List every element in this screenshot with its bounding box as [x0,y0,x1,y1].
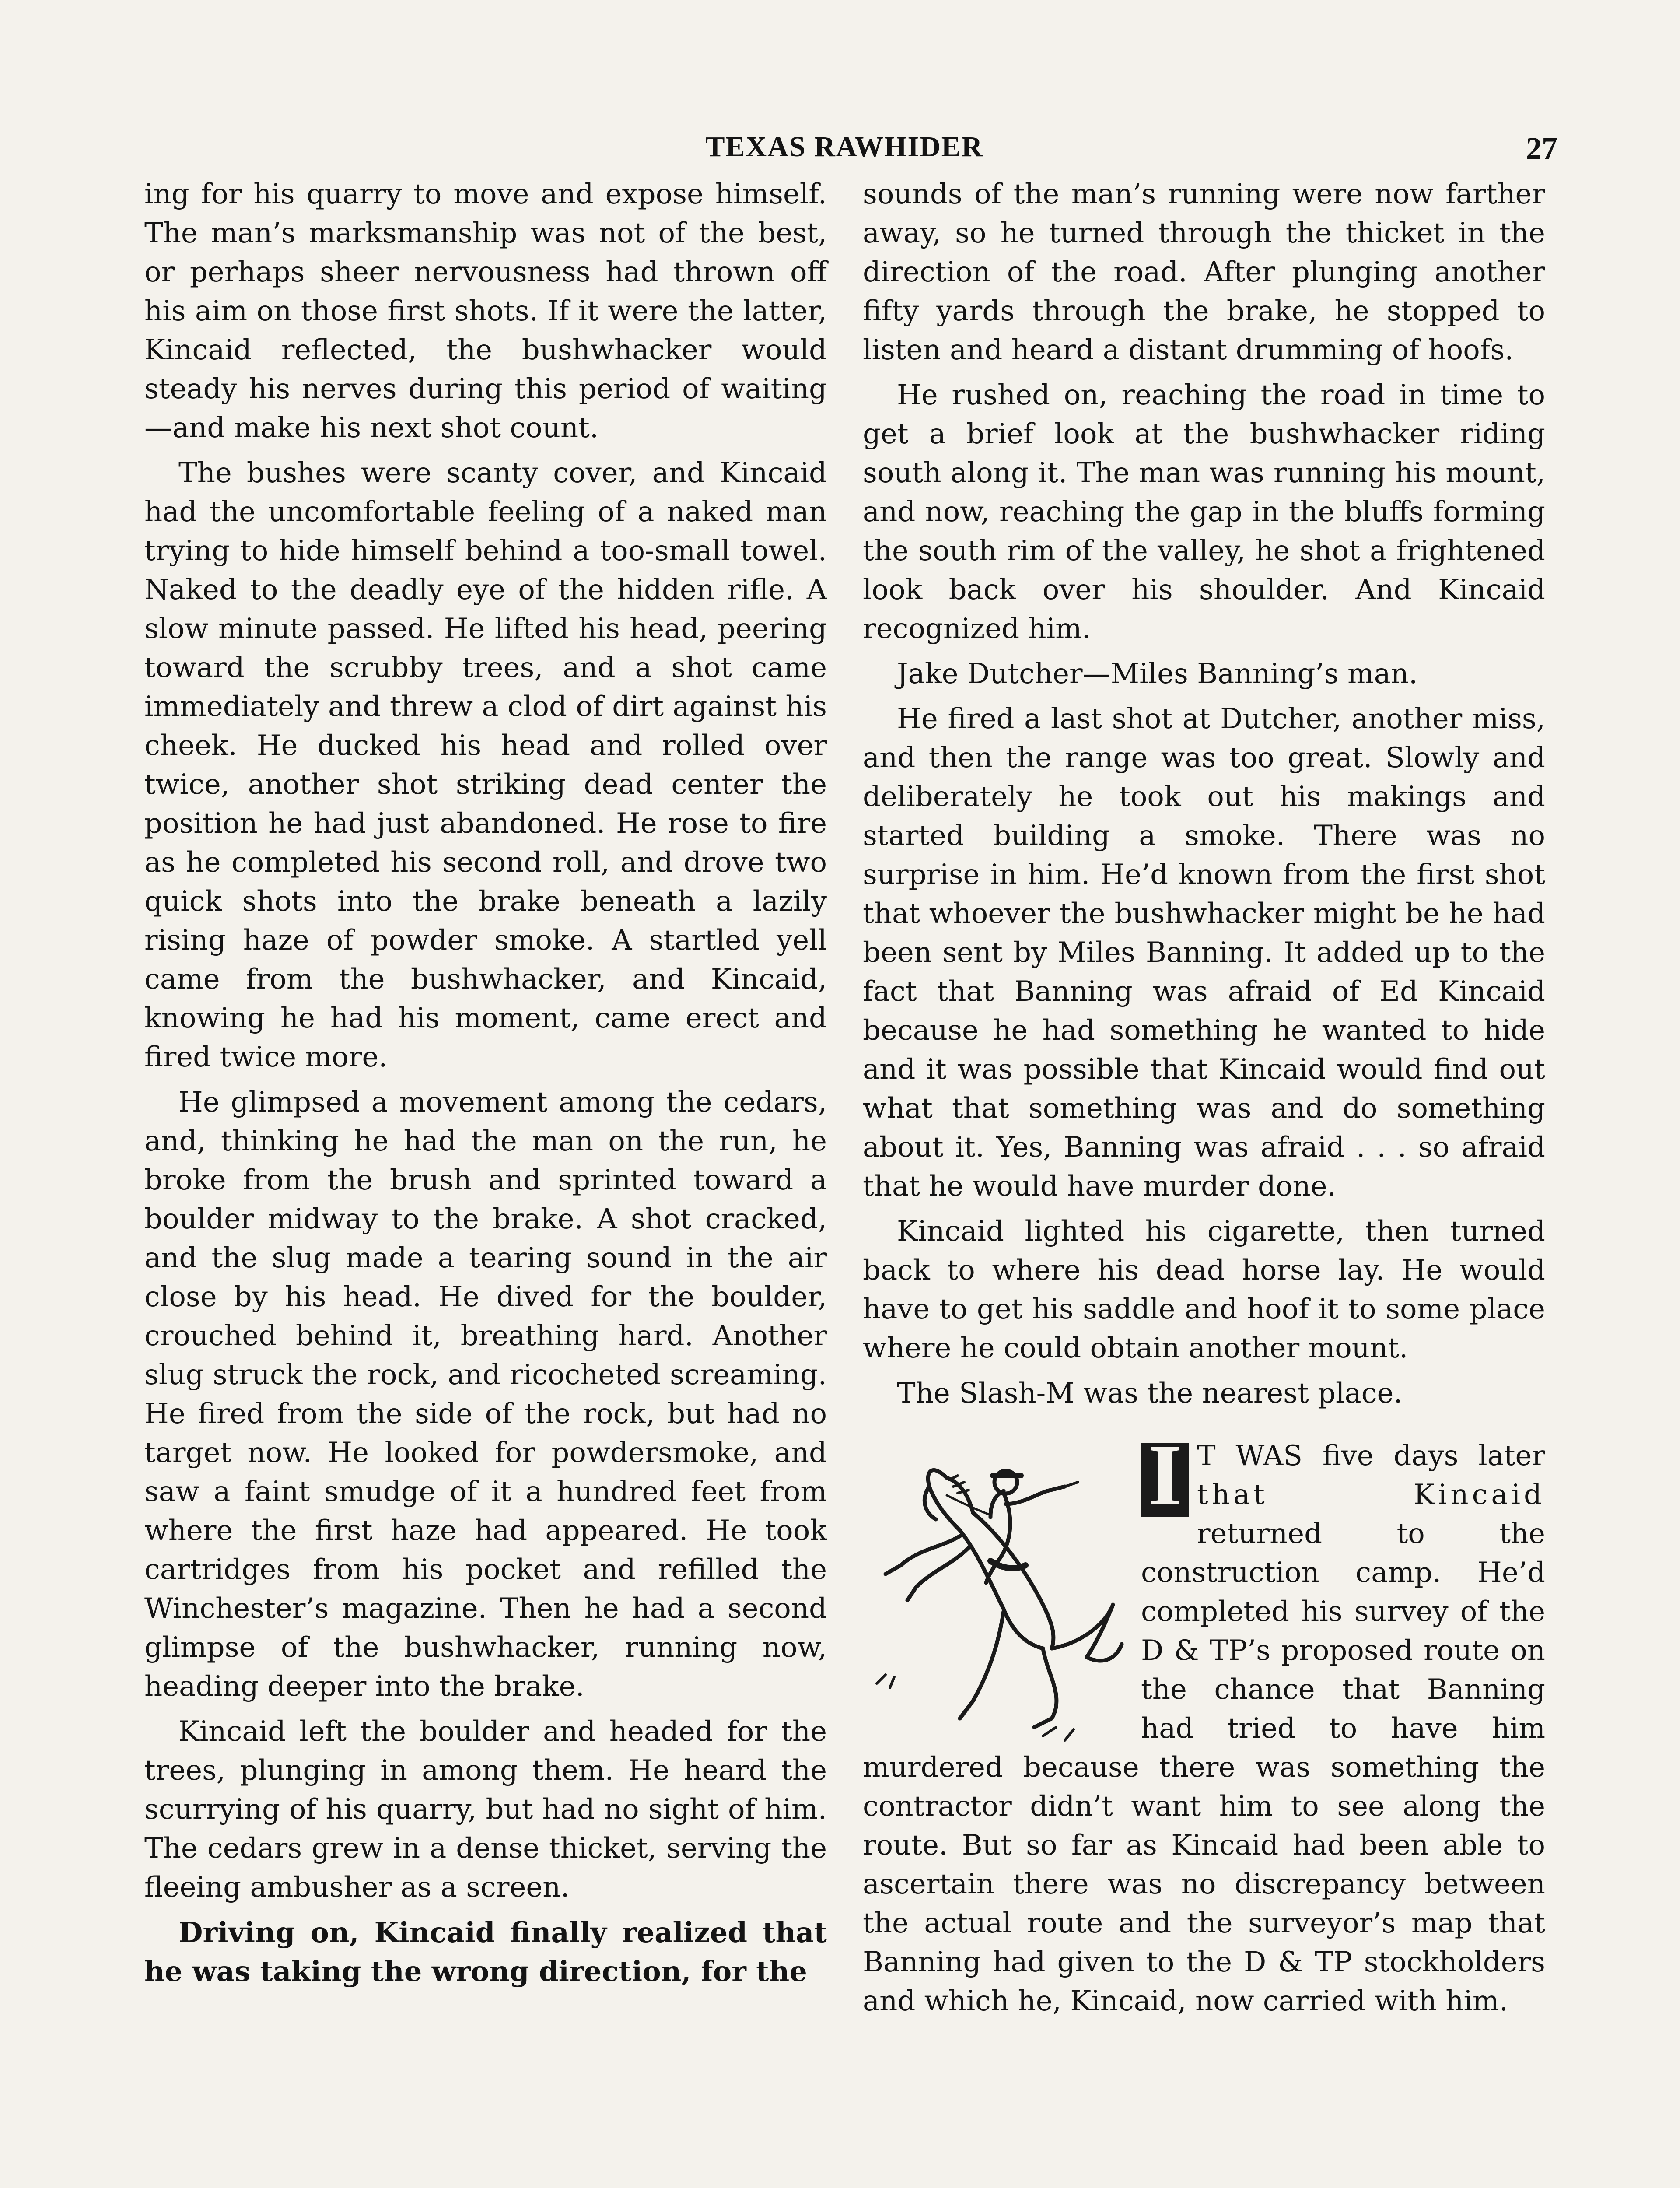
section-text: returned to the construction camp. He’d completed his survey of the D & TP’s proposed route on the chance that Banning had tried to have him murdered because there was something the contractor didn’t want him to see along the route. But so far as Kincaid had been able to ascertain there was no discrepancy between the actual route and the surveyor’s map that Banning had given to the D & TP stockholders and which he, Kincaid, now carried with him. [863,1518,1545,2017]
paragraph: The bushes were scanty cover, and Kincaid had the uncomfortable feeling of a naked man trying to hide himself behind a too-small towel. Naked to the deadly eye of the hidden rifle. A slow minute passed. He lifted his head, peering toward the scrubby trees, and a shot came immediately and threw a clod of dirt against his cheek. He ducked his head and rolled over twice, another shot striking dead center the position he had just abandoned. He rose to fire as he completed his second roll, and drove two quick shots into the brake beneath a lazily rising haze of powder smoke. A startled yell came from the bushwhacker, and Kincaid, knowing he had his moment, came erect and fired twice more. [144,457,827,1073]
lead-in: T WAS five days later [1197,1440,1545,1472]
paragraph: The Slash-M was the nearest place. [897,1377,1403,1410]
spaced-phrase: that Kincaid [1197,1479,1545,1511]
paragraph: Kincaid lighted his cigarette, then turned back to where his dead horse lay. He would have to get his saddle and hoof it to some place where he could obtain another mount. [863,1215,1545,1364]
paragraph: Driving on, Kincaid finally realized that he was taking the wrong direction, for the [144,1916,827,1988]
drop-cap: I [1141,1443,1189,1517]
paragraph: Kincaid left the boulder and headed for the trees, plunging in among them. He heard the scurrying of his quarry, but had no sight of him. The cedars grew in a dense thicket, serving the fleeing ambusher as a screen. [144,1715,827,1904]
page-number: 27 [1526,131,1558,166]
running-title: TEXAS RAWHIDER [705,131,984,163]
left-column [144,175,827,1997]
paragraph: He rushed on, reaching the road in time to get a brief look at the bushwhacker riding south along it. The man was running his mount, and now, reaching the gap in the bluffs forming the south rim of the valley, he shot a frightened look back over his shoulder. And Kincaid recognized him. [863,379,1545,645]
paragraph: He glimpsed a movement among the cedars, and, thinking he had the man on the run, he broke from the brush and sprinted toward a boulder midway to the brake. A shot cracked, and the slug made a tearing sound in the air close by his head. He dived for the boulder, crouched behind it, breathing hard. Another slug struck the rock, and ricocheted screaming. He fired from the side of the rock, but had no target now. He looked for powdersmoke, and saw a faint smudge of it a hundred feet from where the first haze had appeared. He took cartridges from his pocket and refilled the Winchester’s magazine. Then he had a second glimpse of the bushwhacker, running now, heading deeper into the brake. [144,1086,827,1703]
paragraph: He fired a last shot at Dutcher, another miss, and then the range was too great. Slowly and deliberately he took out his makings and started building a smoke. There was no surprise in him. He’d known from the first shot that whoever the bushwhacker might be he had been sent by Miles Banning. It added up to the fact that Banning was afraid of Ed Kincaid because he had something he wanted to hide and it was possible that Kincaid would find out what that something was and do something about it. Yes, Banning was afraid . . . so afraid that he would have murder done. [863,703,1545,1203]
right-column [863,175,1545,2027]
paragraph: sounds of the man’s running were now farther away, so he turned through the thicket in the direction of the road. After plunging another fifty yards through the brake, he stopped to listen and heard a distant drumming of hoofs. [863,178,1545,366]
horse-rider-icon [859,1438,1130,1745]
paragraph: ing for his quarry to move and expose himself. The man’s marksmanship was not of the best, or perhaps sheer nervousness had thrown off his aim on those first shots. If it were the latter, Kincaid reflected, the bushwhacker would steady his nerves during this period of waiting—and make his next shot count. [144,178,827,444]
paragraph: Jake Dutcher—Miles Banning’s man. [897,658,1418,690]
rearing-horse-rider-illustration [859,1438,1130,1745]
